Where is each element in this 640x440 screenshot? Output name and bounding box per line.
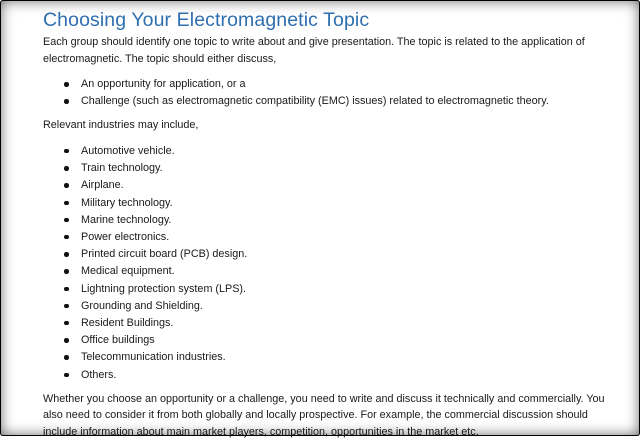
list-item-text: An opportunity for application, or a — [81, 78, 246, 90]
list-item-text: Resident Buildings. — [81, 316, 174, 329]
intro-paragraph: Each group should identify one topic to write about and give presentation. The topic is related to the application of electromagnetic. The topic should either discuss, — [43, 36, 585, 65]
list-item-text: Office buildings — [81, 334, 155, 347]
list-item — [43, 160, 618, 177]
bullet-icon — [64, 373, 69, 378]
bullet-icon — [64, 321, 69, 326]
list-item-text: Power electronics. — [81, 230, 170, 243]
list-item-text: Military technology. — [81, 196, 173, 209]
document-page — [43, 8, 618, 440]
list-item-text: Others. — [81, 368, 117, 381]
list-item — [43, 143, 618, 160]
list-item — [43, 315, 618, 332]
list-item — [43, 195, 618, 212]
bullet-icon — [64, 269, 69, 274]
list-item-text: Printed circuit board (PCB) design. — [81, 248, 248, 261]
bullet-icon — [64, 235, 69, 240]
list-item — [43, 298, 618, 315]
bullet-icon — [64, 201, 69, 206]
list-item — [43, 281, 618, 298]
list-item-text: Telecommunication industries. — [81, 351, 226, 364]
list-item — [43, 76, 618, 93]
bullet-icon — [64, 304, 69, 309]
bullet-icon — [64, 149, 69, 154]
list-item-text: Airplane. — [81, 179, 124, 192]
bullet-icon — [64, 183, 69, 188]
list-item — [43, 332, 618, 349]
list-item-text: Challenge (such as electromagnetic compatibility (EMC) issues) related to electromagnetic theory. — [81, 95, 549, 108]
page-title: Choosing Your Electromagnetic Topic — [43, 9, 370, 31]
bullet-icon — [64, 252, 69, 257]
list-item-text: Automotive vehicle. — [81, 144, 175, 157]
list-item — [43, 212, 618, 229]
bullet-icon — [64, 166, 69, 171]
industries-list — [43, 143, 618, 384]
topic-options-list — [43, 76, 618, 110]
industries-intro: Relevant industries may include, — [43, 119, 199, 132]
list-item — [43, 229, 618, 246]
bullet-icon — [64, 82, 69, 87]
list-item — [43, 246, 618, 263]
list-item-text: Medical equipment. — [81, 265, 175, 278]
list-item — [43, 367, 618, 384]
bullet-icon — [64, 338, 69, 343]
bullet-icon — [64, 355, 69, 360]
list-item-text: Train technology. — [81, 162, 163, 175]
list-item — [43, 349, 618, 366]
closing-paragraph: Whether you choose an opportunity or a challenge, you need to write and discuss it technically and commercially. You also need to consider it from both globally and locally prospective. For example, the commercial discussion should include information about main market players, competition, opportunities in the market etc. — [43, 392, 605, 438]
list-item — [43, 93, 618, 110]
bullet-icon — [64, 287, 69, 292]
list-item — [43, 177, 618, 194]
list-item-text: Marine technology. — [81, 213, 172, 226]
bullet-icon — [64, 99, 69, 104]
bullet-icon — [64, 218, 69, 223]
list-item-text: Lightning protection system (LPS). — [81, 282, 247, 295]
list-item — [43, 263, 618, 280]
list-item-text: Grounding and Shielding. — [81, 299, 203, 312]
